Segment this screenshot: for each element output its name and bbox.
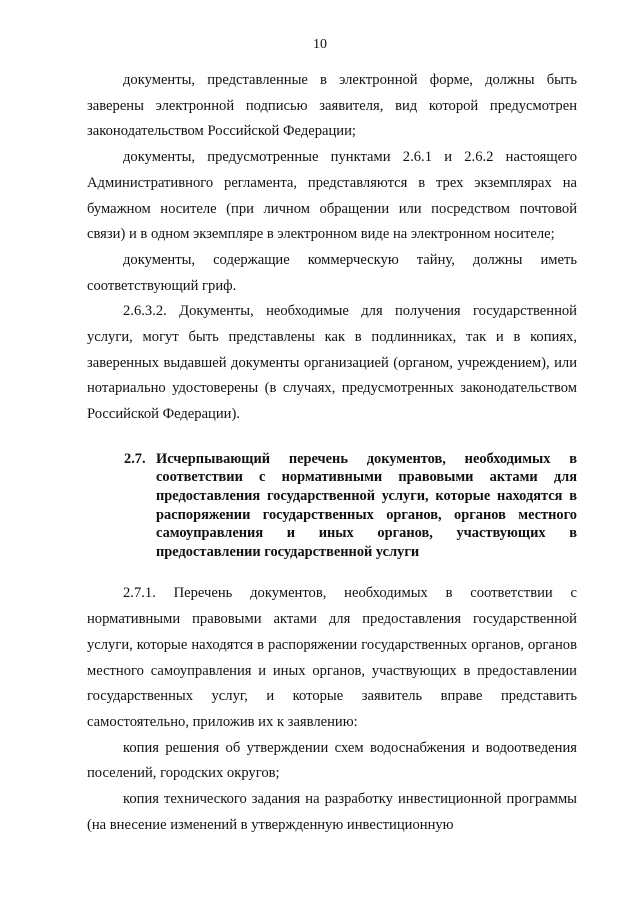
page-number: 10 (313, 37, 327, 52)
document-body (87, 68, 577, 838)
paragraph-2-6-3-2: 2.6.3.2. Документы, необходимые для получения государственной услуги, могут быть представлены как в подлинниках, так и в копиях, заверенных выдавшей документы организацией (органом, учреждением), или нотариально удостоверены (в случаях, предусмотренных законодательством Российской Федерации). (87, 303, 577, 423)
section-number: 2.7. (124, 450, 146, 467)
paragraph-2-7-1: 2.7.1. Перечень документов, необходимых в соответствии с нормативными правовыми актами для предоставления государственной услуги, которые находятся в распоряжении государственных органов, органов местного самоуправления и иных органов, участвующих в предоставлении государственных услуг, и которые заявитель вправе представить самостоятельно, приложив их к заявлению: (87, 585, 577, 730)
list-item-technical-task: копия технического задания на разработку инвестиционной программы (на внесение изменений в утвержденную инвестиционную (87, 791, 577, 833)
section-heading (124, 450, 577, 562)
section-title: Исчерпывающий перечень документов, необходимых в соответствии с нормативными правовыми актами для предоставления государственной услуги, которые находятся в распоряжении государственных органов, органов местного самоуправления и иных органов, участвующих в предоставлении государственной услуги (156, 450, 577, 560)
paragraph-electronic-docs: документы, представленные в электронной форме, должны быть заверены электронной подписью заявителя, вид которой предусмотрен законодательством Российской Федерации; (87, 72, 577, 140)
paragraph-commercial-secret: документы, содержащие коммерческую тайну, должны иметь соответствующий гриф. (87, 251, 577, 294)
paragraph-copies: документы, предусмотренные пунктами 2.6.1 и 2.6.2 настоящего Административного регламента, представляются в трех экземплярах на бумажном носителе (при личном обращении или посредством почтовой связи) и в одном экземпляре в электронном виде на электронном носителе; (87, 149, 577, 243)
list-item-water-scheme: копия решения об утверждении схем водоснабжения и водоотведения поселений, городских округов; (87, 739, 577, 782)
